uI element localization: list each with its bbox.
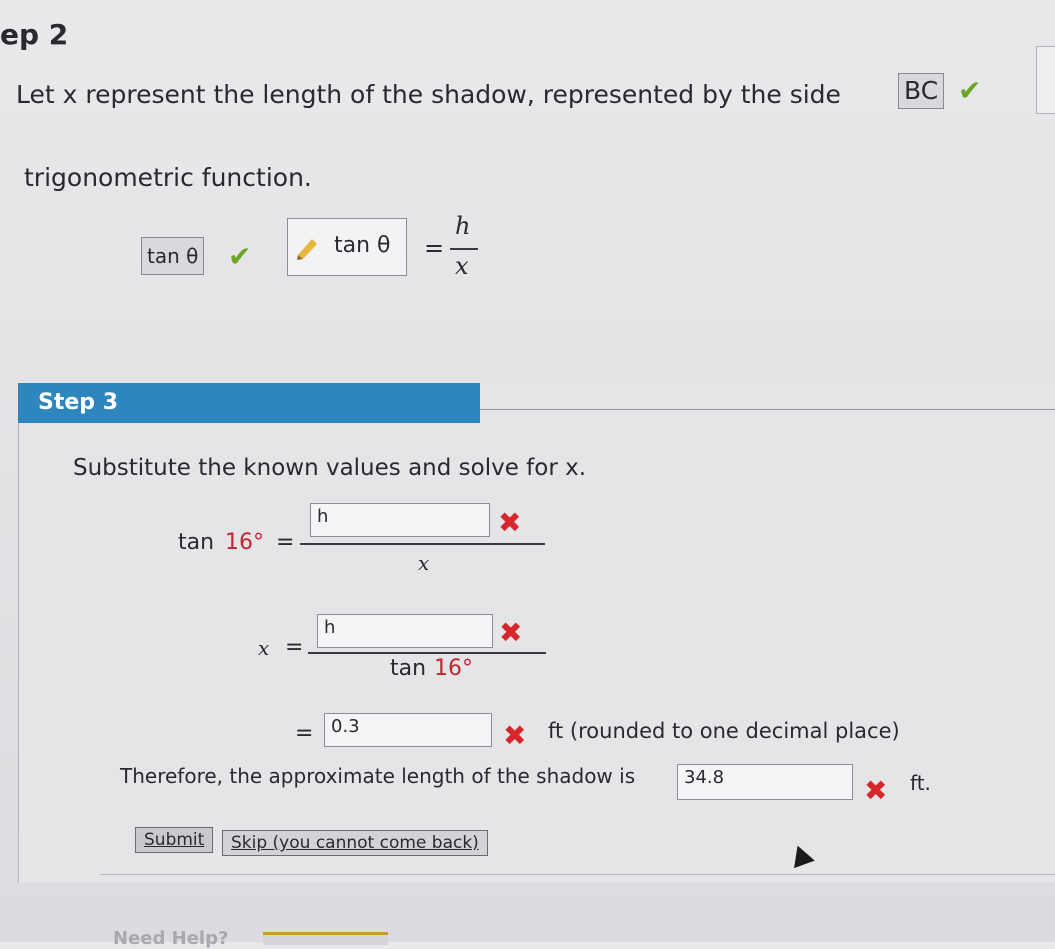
- pencil-icon: [294, 233, 322, 261]
- eq2-equals: =: [285, 635, 304, 660]
- equation-denominator: x: [455, 252, 469, 280]
- shadow-incorrect-x-icon: ✖: [864, 774, 888, 807]
- step-3-header: Step 3: [18, 383, 480, 423]
- eq1-denominator: x: [418, 551, 430, 575]
- eq1-fraction-bar: [300, 543, 545, 545]
- step-3-instruction: Substitute the known values and solve for x.: [73, 455, 587, 481]
- eq2-incorrect-x-icon: ✖: [499, 616, 523, 649]
- eq2-fraction-bar: [308, 652, 546, 654]
- submit-button[interactable]: Submit: [135, 827, 213, 853]
- step-2-line1: Let x represent the length of the shadow, represented by the side: [16, 80, 841, 109]
- therefore-unit: ft.: [910, 771, 931, 795]
- equation-equals: =: [424, 234, 445, 262]
- function-answer-box[interactable]: tan θ: [141, 237, 204, 275]
- eq3-incorrect-x-icon: ✖: [503, 719, 527, 752]
- eq1-lhs-angle: 16°: [225, 530, 264, 555]
- eq3-suffix: ft (rounded to one decimal place): [548, 719, 900, 743]
- step-header-rule: [480, 409, 1055, 410]
- step-2-line2: trigonometric function.: [24, 163, 312, 192]
- eq3-answer-input[interactable]: 0.3: [324, 713, 492, 747]
- panel-bottom-border: [100, 874, 1055, 875]
- eq2-numerator-input[interactable]: h: [317, 614, 493, 648]
- eq2-den-func: tan: [390, 656, 427, 681]
- function-correct-check-icon: ✔: [228, 240, 252, 273]
- equation-fraction-bar: [450, 248, 478, 250]
- eq2-den-angle: 16°: [434, 656, 473, 681]
- need-help-label: Need Help?: [113, 928, 229, 949]
- side-answer-box[interactable]: BC: [898, 73, 944, 109]
- eq1-numerator-input[interactable]: h: [310, 503, 490, 537]
- equation-input-box[interactable]: [287, 218, 407, 276]
- eq2-lhs: x: [258, 636, 270, 660]
- side-correct-check-icon: ✔: [958, 74, 982, 107]
- help-button[interactable]: [263, 932, 388, 945]
- equation-numerator: h: [455, 212, 471, 240]
- shadow-length-input[interactable]: 34.8: [677, 764, 853, 800]
- eq3-equals: =: [295, 721, 314, 746]
- skip-button[interactable]: Skip (you cannot come back): [222, 830, 488, 856]
- eq1-incorrect-x-icon: ✖: [498, 506, 522, 539]
- eq1-lhs-func: tan: [178, 530, 215, 555]
- therefore-text: Therefore, the approximate length of the shadow is: [120, 764, 636, 788]
- side-panel-tab[interactable]: [1036, 46, 1055, 114]
- step-2-heading: ep 2: [0, 18, 69, 51]
- eq1-equals: =: [276, 530, 295, 555]
- equation-lhs: tan θ: [334, 233, 391, 258]
- panel-left-border: [18, 423, 19, 883]
